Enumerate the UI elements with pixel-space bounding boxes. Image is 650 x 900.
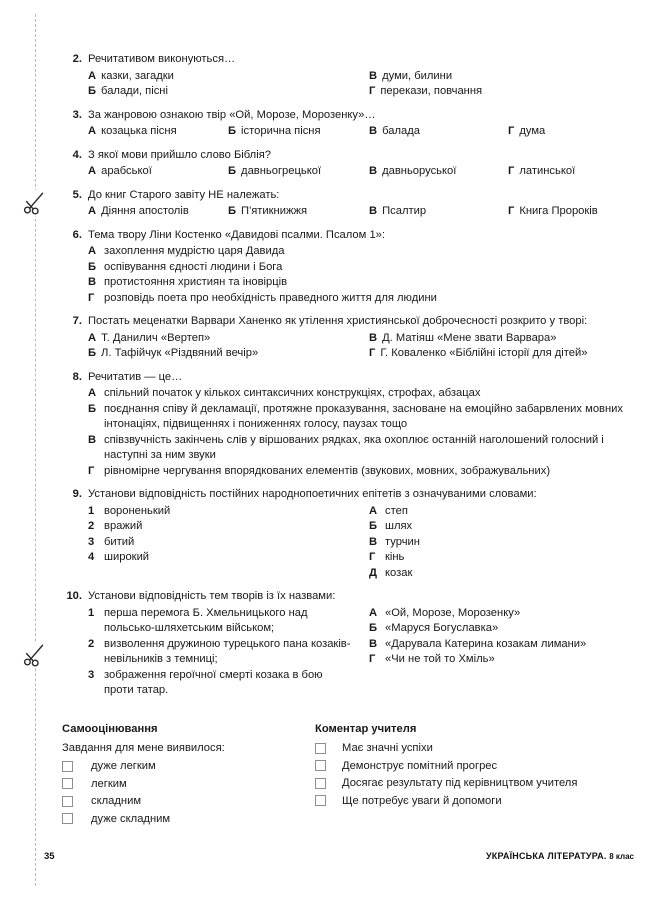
option-b[interactable] — [88, 260, 634, 276]
option-label: історична пісня — [241, 125, 321, 137]
checkbox-label: легким — [91, 777, 127, 790]
option-row — [88, 84, 634, 100]
option-v[interactable] — [88, 433, 634, 464]
checkbox[interactable] — [62, 796, 73, 807]
option-v[interactable] — [88, 275, 634, 291]
option-key: Г — [508, 165, 515, 177]
teacher-comment-row[interactable] — [315, 740, 634, 758]
match-key: В — [369, 637, 378, 650]
match-option-a[interactable] — [369, 504, 634, 520]
question-9 — [62, 487, 634, 581]
option-a[interactable] — [88, 164, 228, 180]
checkbox-label: Має значні успіхи — [342, 742, 433, 755]
match-option-g[interactable] — [369, 550, 634, 566]
footer-grade-text: 8 клас — [609, 852, 634, 861]
self-assessment-block — [62, 721, 315, 828]
match-key: Б — [369, 622, 378, 634]
option-key: Г — [369, 85, 376, 97]
option-label: казки, загадки — [101, 69, 174, 82]
matching-left-column — [88, 504, 369, 566]
match-key: 1 — [88, 504, 95, 517]
match-key: Г — [369, 551, 376, 563]
option-key: Г — [88, 291, 95, 304]
question-text: З якої мови прийшло слово Біблія? — [88, 148, 271, 161]
option-v[interactable] — [369, 124, 508, 140]
match-label: «Ой, Морозе, Морозенку» — [385, 606, 521, 619]
question-text: Установи відповідність тем творів із їх назвами: — [88, 590, 336, 602]
self-assessment-title: Самооцінювання — [62, 722, 158, 735]
checkbox[interactable] — [62, 778, 73, 789]
option-key: Г — [88, 464, 95, 477]
match-option-g[interactable] — [369, 652, 634, 668]
option-label: розповідь поета про необхідність праведного життя для людини — [104, 291, 437, 304]
option-row — [88, 346, 634, 362]
option-label: Псалтир — [382, 205, 427, 217]
match-option-d[interactable] — [369, 566, 634, 582]
self-assessment-row[interactable] — [62, 810, 315, 828]
option-key: А — [88, 125, 97, 137]
question-number: 7. — [72, 315, 82, 327]
match-label: турчин — [385, 535, 420, 548]
option-a[interactable] — [88, 331, 369, 347]
option-label: П'ятикнижжя — [241, 205, 308, 217]
teacher-comment-title: Коментар учителя — [315, 722, 417, 735]
match-key: Б — [369, 520, 378, 532]
option-label: козацька пісня — [101, 125, 177, 137]
page-number: 35 — [44, 851, 55, 862]
option-key: А — [88, 205, 97, 217]
option-label: балади, пісні — [101, 85, 168, 97]
option-label: спільний початок у кількох синтаксичних конструкціях, строфах, абзацах — [104, 387, 481, 399]
option-key: А — [88, 165, 97, 177]
option-label: захоплення мудрістю царя Давида — [104, 245, 285, 257]
option-key: В — [88, 433, 97, 446]
self-assessment-row[interactable] — [62, 775, 315, 793]
option-label: Діяння апостолів — [101, 205, 189, 217]
match-label: степ — [385, 504, 408, 517]
checkbox[interactable] — [315, 795, 326, 806]
question-number: 6. — [72, 228, 82, 241]
option-label: дума — [519, 125, 546, 137]
option-key: Г — [508, 205, 515, 217]
option-label: латинської — [519, 165, 576, 177]
match-key: Г — [369, 653, 376, 665]
option-label: Г. Коваленко «Біблійні історії для дітей» — [380, 347, 588, 359]
option-key: В — [369, 125, 378, 137]
matching-right-column — [369, 504, 634, 582]
self-assessment-subtitle: Завдання для мене виявилося: — [62, 741, 225, 754]
question-text: До книг Старого завіту НЕ належать: — [88, 188, 280, 201]
option-a[interactable] — [88, 204, 228, 220]
option-b[interactable] — [228, 164, 369, 180]
match-key: 3 — [88, 668, 95, 681]
match-key: 2 — [88, 520, 95, 532]
option-label: перекази, повчання — [380, 85, 483, 97]
option-label: оспівування єдності людини і Бога — [104, 260, 283, 273]
match-key: 2 — [88, 637, 95, 650]
match-label: широкий — [104, 551, 150, 563]
option-label: поєднання співу й декламації, протяжне проказування, засноване на емоційно забарвлених мовних інтонаціях, підвищеннях і пониженнях голосу, паузах тощо — [104, 402, 623, 430]
checkbox-label: складним — [91, 795, 142, 808]
option-g[interactable] — [369, 346, 634, 362]
match-item-2[interactable] — [88, 519, 369, 535]
option-key: Б — [88, 347, 97, 359]
question-6 — [62, 228, 634, 307]
match-key: 1 — [88, 606, 95, 619]
option-row — [88, 164, 634, 180]
question-text: Речитатив — це… — [88, 370, 183, 383]
option-key: А — [88, 245, 97, 257]
question-7 — [62, 314, 634, 362]
option-key: А — [88, 69, 97, 82]
option-key: В — [369, 69, 378, 82]
match-item-1[interactable] — [88, 504, 369, 520]
option-key: Б — [228, 165, 237, 177]
checkbox[interactable] — [315, 743, 326, 754]
option-key: А — [88, 387, 97, 399]
question-2 — [62, 52, 634, 100]
checkbox-label: дуже складним — [91, 812, 171, 825]
match-item-2[interactable] — [88, 637, 369, 668]
teacher-comment-block — [315, 721, 634, 828]
option-label: арабської — [101, 165, 152, 177]
option-label: Т. Данилич «Вертеп» — [101, 331, 211, 344]
option-row — [88, 204, 634, 220]
option-v[interactable] — [369, 164, 508, 180]
matching-left-column — [88, 606, 369, 699]
checkbox[interactable] — [315, 778, 326, 789]
match-label: шлях — [385, 520, 413, 532]
self-assessment-row[interactable] — [62, 793, 315, 811]
option-label: думи, билини — [382, 69, 453, 82]
option-label: співзвучність закінчень слів у віршованих рядках, яка охоплює останній наголошений голосний і наступні за ним звуки — [104, 433, 604, 461]
checkbox-label: дуже легким — [91, 760, 156, 773]
option-g[interactable] — [88, 464, 634, 480]
option-key: Г — [369, 347, 376, 359]
footer-book-title — [486, 851, 634, 861]
match-item-4[interactable] — [88, 550, 369, 566]
option-row — [88, 69, 634, 85]
match-label: «Дарувала Катерина козакам лимани» — [385, 637, 587, 650]
option-label: давньогрецької — [241, 165, 322, 177]
option-b[interactable] — [88, 84, 369, 100]
matching-table — [88, 606, 634, 699]
option-key: В — [88, 276, 97, 288]
option-label: Д. Матіяш «Мене звати Варвара» — [382, 331, 557, 344]
match-label: «Маруся Богуславка» — [385, 622, 499, 634]
option-label: давньоруської — [382, 165, 457, 177]
option-v[interactable] — [369, 69, 634, 85]
assessment-section — [62, 721, 634, 828]
match-item-3[interactable] — [88, 668, 369, 699]
question-number: 3. — [72, 108, 82, 121]
option-b[interactable] — [88, 402, 634, 433]
question-number: 4. — [72, 148, 82, 161]
teacher-comment-row[interactable] — [315, 757, 634, 775]
checkbox[interactable] — [62, 761, 73, 772]
question-4 — [62, 148, 634, 180]
option-a[interactable] — [88, 69, 369, 85]
match-label: вороненький — [104, 504, 171, 517]
questions-container — [62, 52, 634, 828]
match-label: битий — [104, 535, 135, 548]
match-option-b[interactable] — [369, 621, 634, 637]
question-text: Постать меценатки Варвари Ханенко як утілення християнської доброчесності розкрито у творі: — [88, 315, 588, 327]
option-v[interactable] — [369, 331, 634, 347]
question-number: 8. — [72, 370, 82, 383]
question-number: 2. — [72, 53, 82, 65]
teacher-comment-row[interactable] — [315, 775, 634, 793]
option-key: Г — [508, 125, 515, 137]
match-label: перша перемога Б. Хмельницького над польсько-шляхетським військом; — [104, 606, 308, 634]
cut-dashed-line — [35, 14, 36, 886]
scissors-icon — [22, 642, 48, 668]
option-key: А — [88, 331, 97, 344]
option-key: Б — [228, 205, 237, 217]
option-label: балада — [382, 125, 420, 137]
option-a[interactable] — [88, 244, 634, 260]
match-key: А — [369, 606, 378, 619]
match-label: визволення дружиною турецького пана козаків-невільників з темниці; — [104, 637, 351, 665]
footer-title-text: УКРАЇНСЬКА ЛІТЕРАТУРА. — [485, 851, 607, 861]
question-number: 5. — [72, 188, 82, 201]
match-key: 3 — [88, 535, 95, 548]
question-number: 9. — [72, 488, 82, 500]
match-key: А — [369, 504, 378, 517]
option-g[interactable] — [508, 124, 634, 140]
match-option-a[interactable] — [369, 606, 634, 622]
option-key: Б — [88, 402, 97, 415]
option-label: рівномірне чергування впорядкованих елементів (звукових, мовних, зображувальних) — [104, 464, 551, 477]
option-key: Б — [88, 85, 97, 97]
scissors-icon — [22, 190, 48, 216]
match-option-v[interactable] — [369, 637, 634, 653]
checkbox[interactable] — [62, 813, 73, 824]
question-text: Речитативом виконуються… — [88, 53, 236, 65]
option-key: В — [369, 205, 378, 217]
match-label: зображення героїчної смерті козака в бою проти татар. — [104, 668, 323, 696]
checkbox-label: Демонструє помітний прогрес — [342, 759, 498, 772]
option-label: Книга Пророків — [519, 205, 598, 217]
match-label: кінь — [385, 551, 405, 563]
question-text: Тема твору Ліни Костенко «Давидові псалми. Псалом 1»: — [88, 228, 385, 241]
option-key: В — [369, 165, 378, 177]
option-g[interactable] — [88, 291, 634, 307]
question-10 — [62, 589, 634, 699]
option-b[interactable] — [228, 204, 369, 220]
option-key: Б — [228, 125, 237, 137]
match-item-1[interactable] — [88, 606, 369, 637]
option-row — [88, 331, 634, 347]
option-g[interactable] — [508, 204, 634, 220]
option-a[interactable] — [88, 386, 634, 402]
page-footer — [44, 851, 634, 862]
option-key: В — [369, 331, 378, 344]
option-key: Б — [88, 260, 97, 273]
matching-table — [88, 504, 634, 582]
question-number: 10. — [66, 590, 82, 602]
matching-right-column — [369, 606, 634, 668]
option-b[interactable] — [88, 346, 369, 362]
match-label: «Чи не той то Хміль» — [385, 653, 495, 665]
match-label: вражий — [104, 520, 143, 532]
option-label: Л. Тафійчук «Різдвяний вечір» — [101, 347, 259, 359]
match-item-3[interactable] — [88, 535, 369, 551]
option-row — [88, 124, 634, 140]
match-option-b[interactable] — [369, 519, 634, 535]
match-key: 4 — [88, 551, 95, 563]
match-key: Д — [369, 566, 377, 579]
option-g[interactable] — [369, 84, 634, 100]
question-text: Установи відповідність постійних народнопоетичних епітетів з означуваними словами: — [88, 488, 537, 500]
match-label: козак — [385, 566, 413, 579]
checkbox[interactable] — [315, 760, 326, 771]
question-8 — [62, 370, 634, 480]
match-key: В — [369, 535, 378, 548]
option-v[interactable] — [369, 204, 508, 220]
self-assessment-row[interactable] — [62, 758, 315, 776]
option-a[interactable] — [88, 124, 228, 140]
option-g[interactable] — [508, 164, 634, 180]
match-option-v[interactable] — [369, 535, 634, 551]
teacher-comment-row[interactable] — [315, 792, 634, 810]
checkbox-label: Досягає результату під керівництвом учителя — [342, 777, 578, 790]
option-b[interactable] — [228, 124, 369, 140]
checkbox-label: Ще потребує уваги й допомоги — [342, 794, 502, 807]
question-5 — [62, 188, 634, 220]
question-3 — [62, 108, 634, 140]
option-label: протистояння християн та іновірців — [104, 276, 288, 288]
question-text: За жанровою ознакою твір «Ой, Морозе, Морозенку»… — [88, 108, 376, 121]
